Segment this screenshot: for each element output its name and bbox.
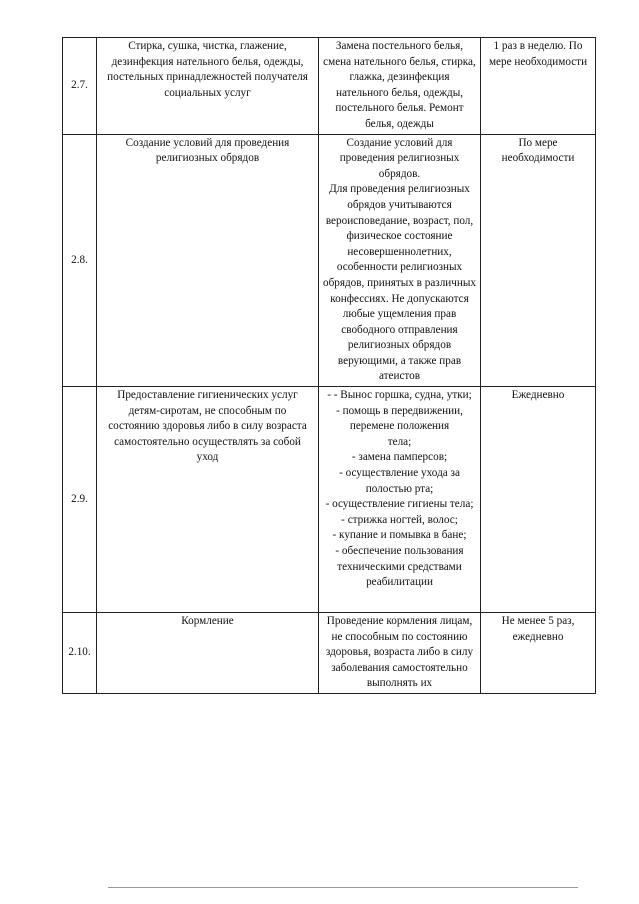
row-number: 2.10. — [63, 613, 97, 694]
service-description: Создание условий для проведения религиозных обрядов. Для проведения религиозных обрядов учитываются вероисповедание, возраст, пол, физическое состояние несовершеннолетних, особенности религиозных обрядов, принятых в различных конфессиях. Не допускаются любые ущемления прав свободного отправления религиозных обрядов верующими, а также прав атеистов — [319, 134, 481, 387]
row-number: 2.7. — [63, 38, 97, 135]
service-frequency: 1 раз в неделю. По мере необходимости — [481, 38, 596, 135]
service-frequency: Не менее 5 раз, ежедневно — [481, 613, 596, 694]
service-name: Кормление — [97, 613, 319, 694]
service-name: Создание условий для проведения религиозных обрядов — [97, 134, 319, 387]
service-frequency: Ежедневно — [481, 387, 596, 613]
service-description: Замена постельного белья, смена нательного белья, стирка, глажка, дезинфекция нательного белья, одежды, постельного белья. Ремонт белья, одежды — [319, 38, 481, 135]
row-number: 2.9. — [63, 387, 97, 613]
service-description: Проведение кормления лицам, не способным по состоянию здоровья, возраста либо в силу заболевания самостоятельно выполнять их — [319, 613, 481, 694]
service-frequency: По мере необходимости — [481, 134, 596, 387]
table-row — [63, 613, 596, 694]
service-name: Стирка, сушка, чистка, глажение, дезинфекция нательного белья, одежды, постельных принадлежностей получателя социальных услуг — [97, 38, 319, 135]
service-name: Предоставление гигиенических услуг детям-сиротам, не способным по состоянию здоровья либо в силу возраста самостоятельно осуществлять за собой уход — [97, 387, 319, 613]
page-bottom-divider — [108, 887, 578, 888]
service-description: - - Вынос горшка, судна, утки; - помощь в передвижении, перемене положения тела; - замена памперсов; - осуществление ухода за полостью рта; - осуществление гигиены тела; - стрижка ногтей, волос; - купание и помывка в бане; - обеспечение пользования техническими средствами реабилитации — [319, 387, 481, 613]
services-table — [62, 37, 596, 694]
table-row — [63, 134, 596, 387]
table-row — [63, 38, 596, 135]
row-number: 2.8. — [63, 134, 97, 387]
table-row — [63, 387, 596, 613]
